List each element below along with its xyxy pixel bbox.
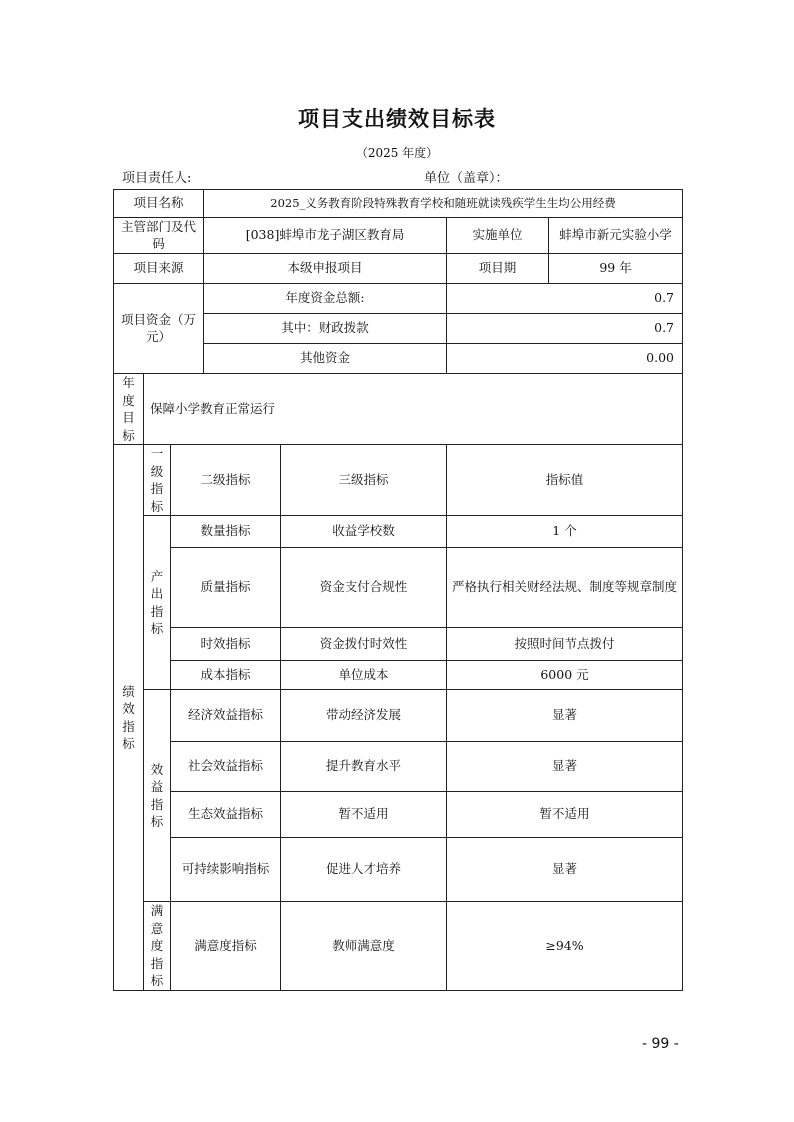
level2-cost: 成本指标: [171, 661, 281, 690]
level3-compliance: 资金支付合规性: [281, 548, 447, 628]
funds-label: 项目资金（万元）: [114, 284, 204, 374]
level3-schools: 收益学校数: [281, 516, 447, 548]
impl-unit-label: 实施单位: [447, 218, 549, 254]
fiscal-funds-value: 0.7: [447, 314, 683, 344]
header-level3: 三级指标: [281, 445, 447, 516]
value-timeliness: 按照时间节点拨付: [447, 628, 683, 661]
impl-unit-value: 蚌埠市新元实验小学: [549, 218, 683, 254]
period-label: 项目期: [447, 254, 549, 284]
project-name-label: 项目名称: [114, 190, 204, 218]
value-economic: 显著: [447, 690, 683, 742]
level2-sustainable: 可持续影响指标: [171, 838, 281, 902]
level2-social: 社会效益指标: [171, 742, 281, 792]
source-label: 项目来源: [114, 254, 204, 284]
unit-seal: 单位（盖章）：: [424, 171, 509, 186]
project-responsible: 项目责任人:: [122, 171, 192, 186]
value-unit-cost: 6000 元: [447, 661, 683, 690]
fiscal-year: （2025 年度）: [355, 146, 439, 160]
performance-goal-table: [113, 189, 683, 991]
benefit-indicator-label: 效 益 指 标: [144, 690, 171, 902]
annual-goal-value: 保障小学教育正常运行: [144, 374, 683, 445]
page-number: - 99 -: [642, 1036, 679, 1052]
header-level2: 二级指标: [171, 445, 281, 516]
value-teacher-satisfaction: ≥94%: [447, 902, 683, 991]
fiscal-funds-label: 其中：财政拨款: [204, 314, 447, 344]
value-sustainable: 显著: [447, 838, 683, 902]
value-compliance: 严格执行相关财经法规、制度等规章制度: [447, 548, 683, 628]
value-social: 显著: [447, 742, 683, 792]
dept-label: 主管部门及代码: [114, 218, 204, 254]
header-level1: 一 级 指 标: [144, 445, 171, 516]
value-schools: 1 个: [447, 516, 683, 548]
level2-quality: 质量指标: [171, 548, 281, 628]
dept-value: [038]蚌埠市龙子湖区教育局: [204, 218, 447, 254]
period-value: 99 年: [549, 254, 683, 284]
total-funds-value: 0.7: [447, 284, 683, 314]
level2-quantity: 数量指标: [171, 516, 281, 548]
header-value: 指标值: [447, 445, 683, 516]
level3-teacher-satisfaction: 教师满意度: [281, 902, 447, 991]
value-ecological: 暂不适用: [447, 792, 683, 838]
level3-sustainable: 促进人才培养: [281, 838, 447, 902]
level3-ecological: 暂不适用: [281, 792, 447, 838]
level2-timeliness: 时效指标: [171, 628, 281, 661]
page-title: 项目支出绩效目标表: [298, 106, 496, 131]
other-funds-label: 其他资金: [204, 344, 447, 374]
level2-ecological: 生态效益指标: [171, 792, 281, 838]
level2-satisfaction: 满意度指标: [171, 902, 281, 991]
level3-unit-cost: 单位成本: [281, 661, 447, 690]
other-funds-value: 0.00: [447, 344, 683, 374]
perf-indicator-label: 绩 效 指 标: [114, 445, 144, 991]
project-name-value: 2025_义务教育阶段特殊教育学校和随班就读残疾学生生均公用经费: [204, 190, 683, 218]
level3-economic: 带动经济发展: [281, 690, 447, 742]
level2-economic: 经济效益指标: [171, 690, 281, 742]
level3-social: 提升教育水平: [281, 742, 447, 792]
total-funds-label: 年度资金总额:: [204, 284, 447, 314]
satisfaction-indicator-label: 满 意 度 指 标: [144, 902, 171, 991]
level3-timeliness: 资金拨付时效性: [281, 628, 447, 661]
annual-goal-label: 年 度 目 标: [114, 374, 144, 445]
output-indicator-label: 产 出 指 标: [144, 516, 171, 690]
source-value: 本级申报项目: [204, 254, 447, 284]
